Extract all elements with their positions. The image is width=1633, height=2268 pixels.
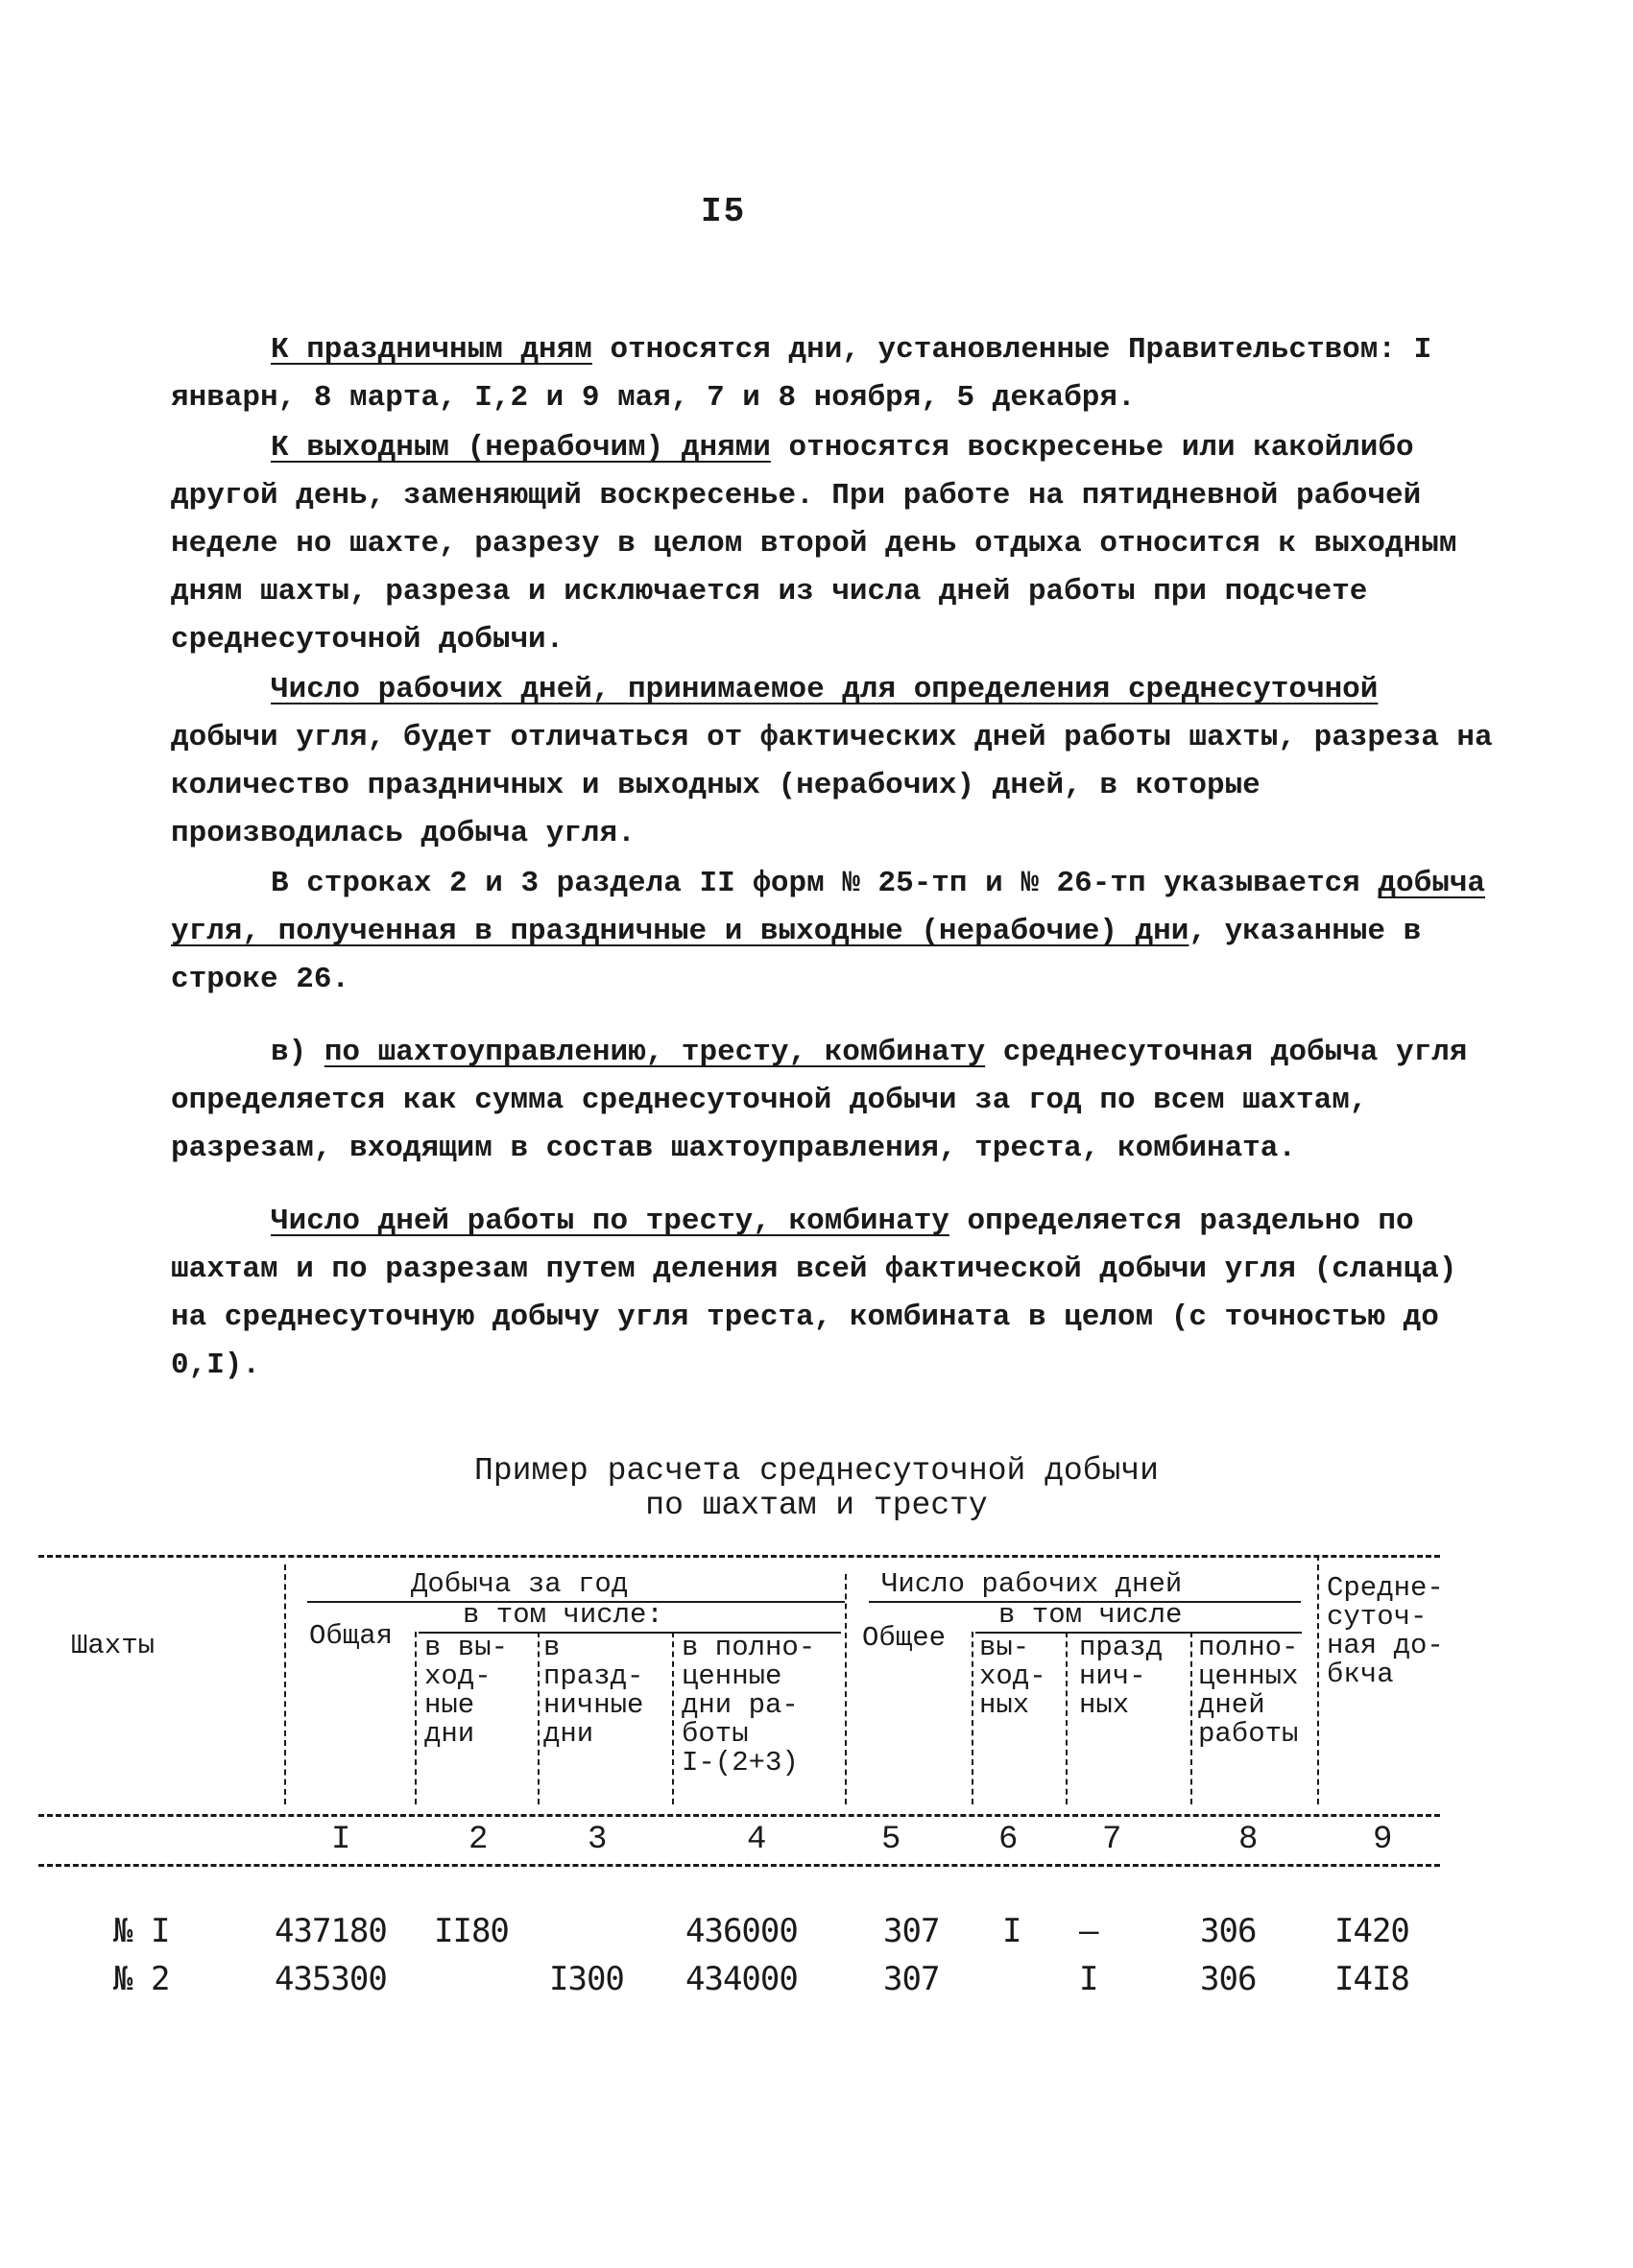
cell-days-full: 306 (1200, 1912, 1257, 1950)
col-number-2: 2 (468, 1822, 489, 1858)
col-separator (284, 1564, 286, 1804)
header-total-output: Общая (309, 1620, 394, 1652)
paragraph-text: среднесуточная добыча угля определяется как сумма среднесуточной добычи за год по всем шахтам, разрезам, входящим в состав шахтоуправления, треста, комбината. (171, 1036, 1468, 1165)
header-line: ных (1079, 1689, 1130, 1721)
header-line: Средне- (1327, 1572, 1444, 1604)
col-separator (538, 1632, 540, 1804)
header-line: ценных (1198, 1660, 1299, 1692)
term-weekends: К выходным (нерабочим) днями (271, 431, 771, 465)
col-number-8: 8 (1238, 1822, 1259, 1858)
cell-mine: № I (113, 1912, 170, 1950)
paragraph-text: относятся воскресенье или какойлибо другой день, заменяющий воскресенье. При работе на пятидневной рабочей неделе но шахте, разрезу в целом второй день отдыха относится к выходным дням шахты, разреза и исключается из числа дней работы при подсчете среднесуточной добычи. (171, 431, 1457, 657)
col-number-1: I (331, 1822, 351, 1858)
header-line: вы- (979, 1632, 1030, 1663)
cell-full-output: 434000 (685, 1960, 798, 1998)
col-separator (1317, 1555, 1319, 1804)
paragraph-trust (171, 1029, 1496, 1173)
cell-days-weekend: I (1002, 1912, 1021, 1950)
header-line: в вы- (424, 1632, 509, 1663)
body-text (171, 326, 1496, 1390)
header-mines: Шахты (71, 1630, 156, 1661)
numbers-bottom-border (38, 1864, 1440, 1867)
header-line: нич- (1079, 1660, 1146, 1692)
header-line: ценные (682, 1660, 782, 1692)
paragraph-weekends (171, 424, 1496, 664)
cell-full-output: 436000 (685, 1912, 798, 1950)
paragraph-text: в) (271, 1036, 324, 1069)
header-line: празд (1079, 1632, 1164, 1663)
header-holiday-output (543, 1634, 643, 1749)
header-days-holiday (1079, 1634, 1163, 1720)
term-working-days: Число рабочих дней, принимаемое для определения среднесуточной (271, 673, 1379, 706)
cell-holiday-output: I300 (549, 1960, 624, 1998)
header-line: дни (543, 1718, 594, 1750)
header-days-total: Общее (862, 1622, 947, 1654)
col-separator (1066, 1632, 1068, 1804)
header-line: ничные (543, 1689, 644, 1721)
cell-avg-output: I420 (1334, 1912, 1409, 1950)
col-separator (672, 1632, 674, 1804)
col-number-4: 4 (747, 1822, 767, 1858)
paragraph-working-days (171, 666, 1496, 858)
col-number-3: 3 (588, 1822, 608, 1858)
cell-days-total: 307 (883, 1960, 940, 1998)
header-days-group: Число рабочих дней (881, 1568, 1183, 1600)
header-line: дни ра- (682, 1689, 799, 1721)
paragraph-text: В строках 2 и 3 раздела II форм № 25-тп и № 26-тп указывается (271, 867, 1379, 900)
col-separator (972, 1632, 973, 1804)
col-separator (845, 1574, 847, 1804)
header-line: суточ- (1327, 1601, 1428, 1633)
header-days-full (1198, 1634, 1298, 1749)
cell-weekend-output: II80 (434, 1912, 509, 1950)
term-holiday-output: добыча угля, полученная в праздничные и выходные (нерабочие) дни (171, 867, 1486, 948)
header-line: ход- (424, 1660, 492, 1692)
paragraph-text: , указанные в строке 26. (171, 915, 1422, 996)
header-weekend-output (424, 1634, 508, 1749)
col-separator (415, 1632, 417, 1804)
page-number: I5 (701, 192, 747, 231)
col-number-7: 7 (1102, 1822, 1122, 1858)
cell-avg-output: I4I8 (1334, 1960, 1409, 1998)
header-line: боты (682, 1718, 749, 1750)
paragraph-text: добычи угля, будет отличаться от фактических дней работы шахты, разреза на количество праздничных и выходных (нерабочих) дней, в которые производилась добыча угля. (171, 721, 1493, 850)
paragraph-rows (171, 860, 1496, 1004)
cell-days-full: 306 (1200, 1960, 1257, 1998)
header-line: ные (424, 1689, 475, 1721)
term-days-count: Число дней работы по тресту, комбинату (271, 1205, 949, 1238)
header-line: в (543, 1632, 561, 1663)
cell-days-holiday: – (1079, 1912, 1098, 1950)
header-days-weekend (979, 1634, 1046, 1720)
header-line: дни (424, 1718, 475, 1750)
example-title-line1: Пример расчета среднесуточной добычи (474, 1453, 1159, 1489)
cell-total-output: 435300 (275, 1960, 387, 1998)
cell-total-output: 437180 (275, 1912, 387, 1950)
header-line: ных (979, 1689, 1030, 1721)
example-title (0, 1454, 1633, 1523)
header-line: празд- (543, 1660, 644, 1692)
paragraph-text: относятся дни, установленные Правительством: I январн, 8 марта, I,2 и 9 мая, 7 и 8 ноября, 5 декабря. (171, 333, 1432, 415)
header-line: I-(2+3) (682, 1747, 799, 1779)
cell-days-holiday: I (1079, 1960, 1098, 1998)
header-output-subgroup: в том числе: (463, 1599, 663, 1631)
header-line: бкча (1327, 1659, 1394, 1690)
example-title-line2: по шахтам и тресту (645, 1488, 988, 1523)
header-line: полно- (1198, 1632, 1299, 1663)
header-line: работы (1198, 1718, 1299, 1750)
header-output-group: Добыча за год (411, 1568, 629, 1600)
header-line: ная до- (1327, 1630, 1444, 1661)
term-holidays: К праздничным дням (271, 333, 592, 367)
col-number-5: 5 (881, 1822, 901, 1858)
header-bottom-border (38, 1814, 1440, 1817)
col-separator (1190, 1632, 1192, 1804)
header-line: ход- (979, 1660, 1046, 1692)
header-avg-output (1327, 1574, 1444, 1689)
col-number-6: 6 (998, 1822, 1019, 1858)
header-days-subgroup: в том числе (998, 1599, 1183, 1631)
col-number-9: 9 (1373, 1822, 1393, 1858)
header-line: дней (1198, 1689, 1265, 1721)
paragraph-text: определяется раздельно по шахтам и по разрезам путем деления всей фактической добычи угля (сланца) на среднесуточную добычу угля треста, комбината в целом (с точностью до 0,I). (171, 1205, 1457, 1382)
header-full-output (682, 1634, 815, 1778)
paragraph-holidays (171, 326, 1496, 422)
paragraph-days-count (171, 1198, 1496, 1390)
cell-mine: № 2 (113, 1960, 170, 1998)
term-trust: по шахтоуправлению, тресту, комбинату (324, 1036, 986, 1069)
cell-days-total: 307 (883, 1912, 940, 1950)
table-top-border (38, 1555, 1440, 1558)
header-line: в полно- (682, 1632, 816, 1663)
